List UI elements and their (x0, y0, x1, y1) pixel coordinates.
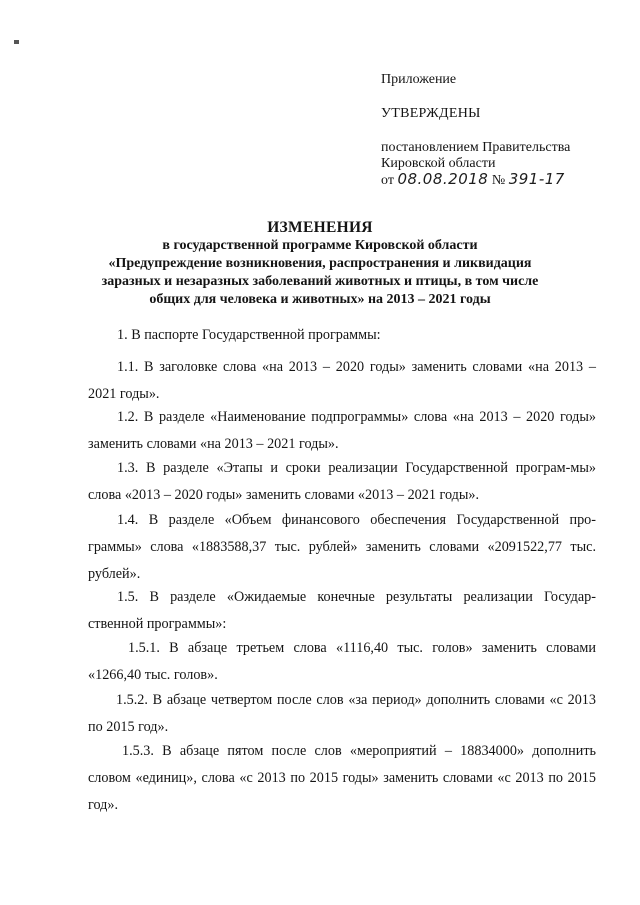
title-line-2: «Предупреждение возникновения, распространения и ликвидация (108, 256, 532, 271)
item-1-5: 1.5. В разделе «Ожидаемые конечные результаты реализации Государ-ственной программы»: (88, 589, 596, 632)
approved-label: УТВЕРЖДЕНЫ (381, 106, 481, 121)
approved-by-line1: постановлением Правительства (381, 140, 571, 155)
title-line-4: общих для человека и животных» на 2013 – 2021 годы (149, 292, 491, 307)
title-line-3: заразных и незаразных заболеваний животных и птицы, в том числе (101, 274, 539, 289)
handwritten-date: 08.08.2018 (397, 170, 489, 188)
item-1-1: 1.1. В заголовке слова «на 2013 – 2020 годы» заменить словами «на 2013 – 2021 годы». (88, 359, 596, 402)
number-label: № (491, 173, 506, 188)
from-label: от (381, 173, 394, 188)
appendix-label: Приложение (381, 72, 457, 87)
item-1-4: 1.4. В разделе «Объем финансового обеспечения Государственной про-граммы» слова «1883588,37 тыс. рублей» заменить словами «2091522,77 тыс. рублей». (88, 512, 596, 582)
item-1-5-1: 1.5.1. В абзаце третьем слова «1116,40 тыс. голов» заменить словами «1266,40 тыс. голов». (88, 640, 596, 683)
item-1-5-3: 1.5.3. В абзаце пятом после слов «мероприятий – 18834000» дополнить словом «единиц», слова «с 2013 по 2015 годы» заменить словами «с 2013 по 2015 год». (88, 743, 596, 813)
title-heading: ИЗМЕНЕНИЯ (267, 219, 373, 236)
approval-date-line (381, 171, 565, 189)
item-1-3: 1.3. В разделе «Этапы и сроки реализации Государственной програм-мы» слова «2013 – 2020 годы» заменить словами «2013 – 2021 годы». (88, 460, 596, 503)
item-1-2: 1.2. В разделе «Наименование подпрограммы» слова «на 2013 – 2020 годы» заменить словами «на 2013 – 2021 годы». (88, 409, 596, 452)
approved-by-line2: Кировской области (381, 156, 496, 171)
handwritten-number: 391-17 (508, 170, 565, 188)
document-title (90, 219, 550, 309)
scan-mark (14, 40, 19, 44)
item-1-5-2: 1.5.2. В абзаце четвертом после слов «за период» дополнить словами «с 2013 по 2015 год». (88, 692, 596, 735)
item-1: 1. В паспорте Государственной программы: (117, 327, 381, 343)
title-line-1: в государственной программе Кировской области (162, 238, 478, 253)
